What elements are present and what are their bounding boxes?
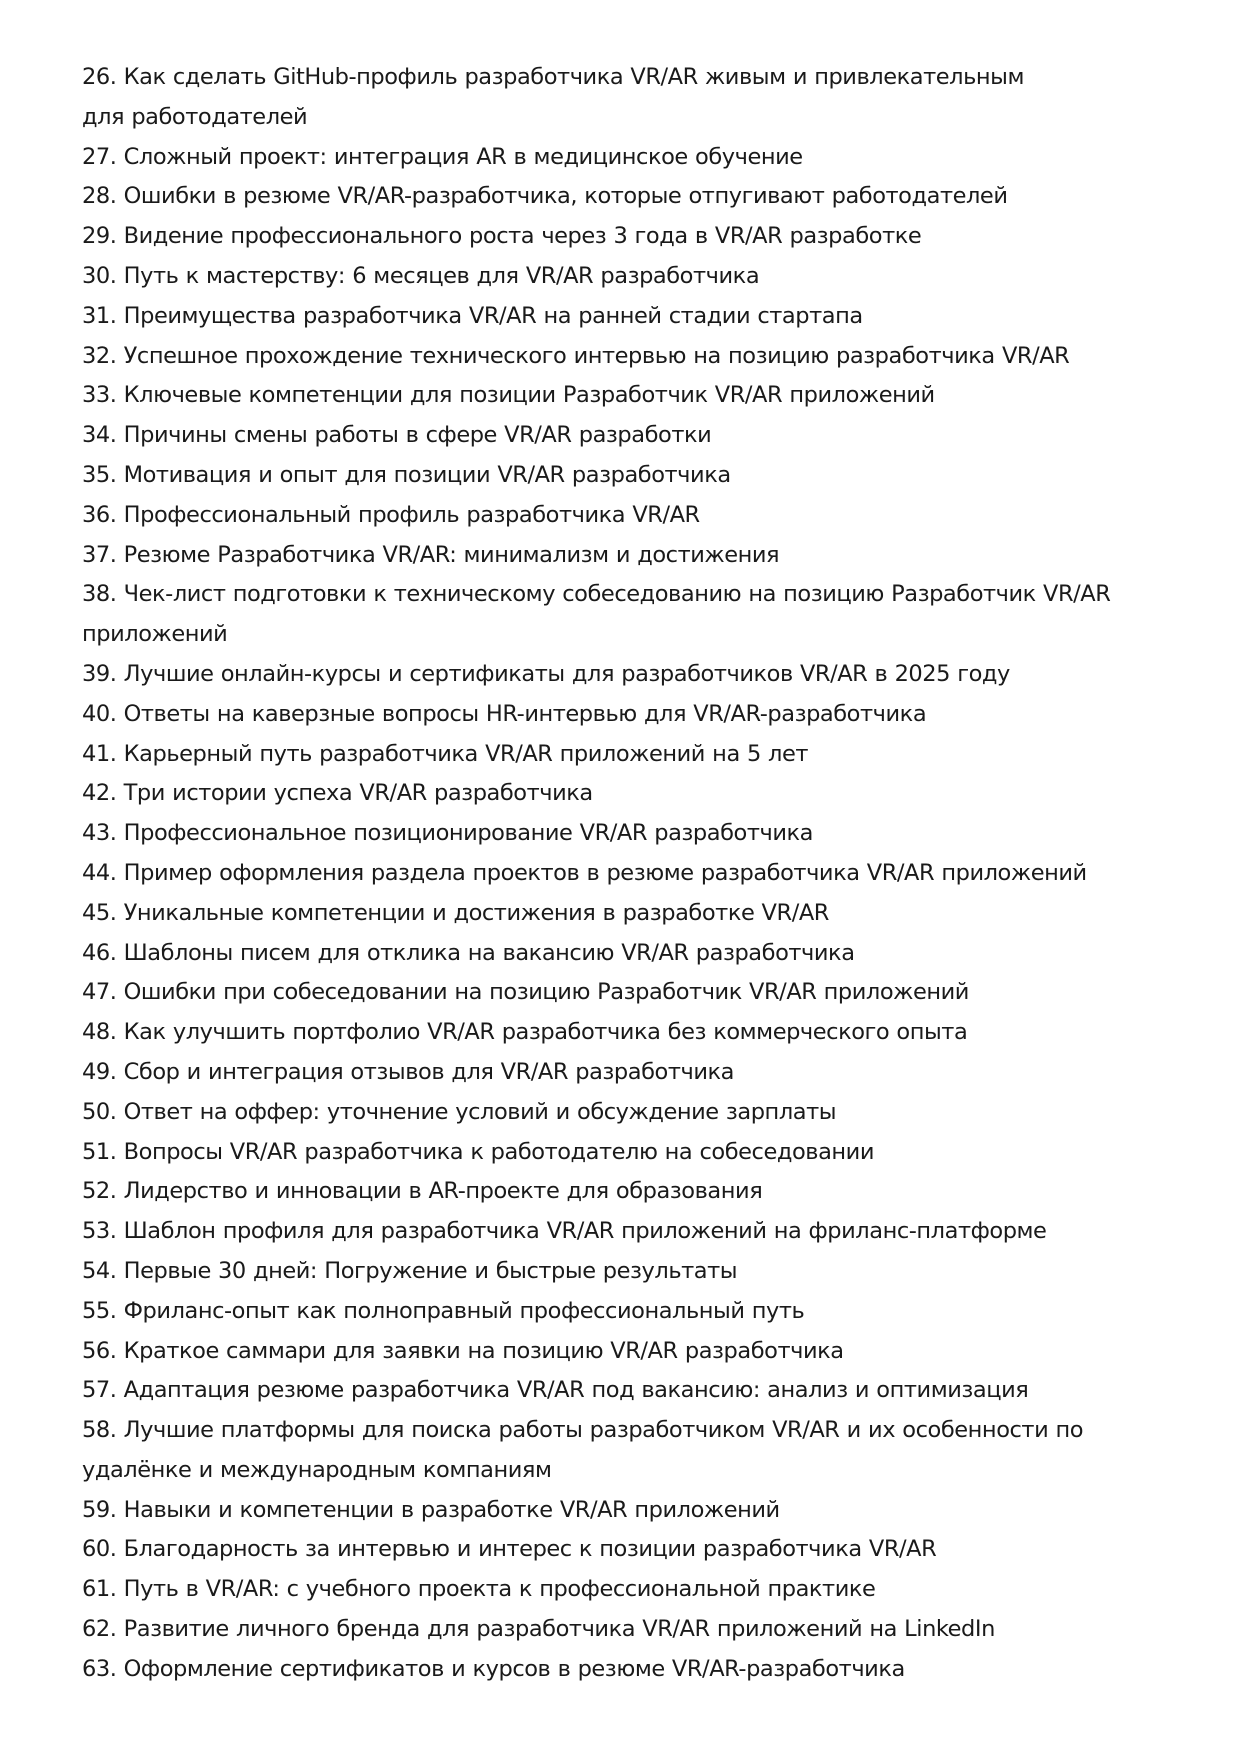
list-item — [82, 1053, 1182, 1093]
item-text: Вопросы VR/AR разработчика к работодателю на собеседовании — [123, 1138, 875, 1165]
item-text: Фриланс-опыт как полноправный профессиональный путь — [123, 1297, 805, 1324]
item-text: Ошибки при собеседовании на позицию Разработчик VR/AR приложений — [123, 979, 969, 1006]
list-item — [82, 1212, 1182, 1252]
list-item — [82, 814, 1182, 854]
list-item — [82, 536, 1182, 576]
item-number: 40. — [82, 700, 117, 727]
item-text: Лучшие платформы для поиска работы разработчиком VR/AR и их особенности по удалёнке и международным компаниям — [82, 1417, 1084, 1483]
item-text: Адаптация резюме разработчика VR/AR под вакансию: анализ и оптимизация — [123, 1377, 1029, 1404]
list-item — [82, 177, 1182, 217]
list-item — [82, 257, 1182, 297]
item-text: Чек-лист подготовки к техническому собеседованию на позицию Разработчик VR/AR приложений — [82, 581, 1111, 648]
list-item — [82, 1332, 1182, 1372]
item-number: 50. — [82, 1098, 117, 1125]
item-text: Благодарность за интервью и интерес к позиции разработчика VR/AR — [123, 1536, 937, 1563]
item-text: Ответы на каверзные вопросы HR-интервью для VR/AR-разработчика — [123, 700, 927, 727]
item-number: 27. — [82, 143, 117, 170]
item-number: 49. — [82, 1058, 117, 1085]
item-number: 57. — [82, 1377, 117, 1404]
item-number: 35. — [82, 461, 117, 488]
list-item — [82, 376, 1182, 416]
item-text: Первые 30 дней: Погружение и быстрые результаты — [123, 1257, 738, 1284]
item-number: 31. — [82, 302, 117, 329]
item-number: 30. — [82, 262, 117, 289]
item-number: 48. — [82, 1019, 117, 1046]
item-text: Карьерный путь разработчика VR/AR приложений на 5 лет — [123, 740, 809, 767]
item-text: Оформление сертификатов и курсов в резюме VR/AR-разработчика — [123, 1655, 905, 1682]
list-item — [82, 1013, 1182, 1053]
item-number: 26. — [82, 64, 117, 90]
item-number: 42. — [82, 780, 117, 807]
item-text: Уникальные компетенции и достижения в разработке VR/AR — [123, 899, 829, 926]
list-item — [82, 337, 1182, 377]
item-number: 41. — [82, 740, 117, 767]
item-text: Резюме Разработчика VR/AR: минимализм и достижения — [123, 541, 780, 568]
item-text: Шаблоны писем для отклика на вакансию VR/AR разработчика — [123, 939, 855, 966]
list-item — [82, 695, 1182, 735]
item-number: 47. — [82, 979, 117, 1006]
list-item — [82, 894, 1182, 934]
item-text: Профессиональное позиционирование VR/AR разработчика — [123, 820, 813, 847]
item-number: 51. — [82, 1138, 117, 1165]
list-item — [82, 1093, 1182, 1133]
item-text: Путь в VR/AR: с учебного проекта к профессиональной практике — [123, 1576, 876, 1603]
list-item — [82, 456, 1182, 496]
item-number: 34. — [82, 422, 117, 449]
item-text: Шаблон профиля для разработчика VR/AR приложений на фриланс-платформе — [123, 1218, 1047, 1245]
item-text: Профессиональный профиль разработчика VR/AR — [123, 501, 700, 528]
item-number: 55. — [82, 1297, 117, 1324]
list-item — [82, 138, 1182, 178]
document-list — [82, 58, 1182, 1690]
list-item — [82, 496, 1182, 536]
list-item — [82, 1371, 1182, 1411]
list-item — [82, 774, 1182, 814]
item-text: Причины смены работы в сфере VR/AR разработки — [123, 422, 712, 449]
item-number: 52. — [82, 1178, 117, 1205]
item-text: Ответ на оффер: уточнение условий и обсуждение зарплаты — [123, 1098, 837, 1125]
item-text: Пример оформления раздела проектов в резюме разработчика VR/AR приложений — [123, 859, 1087, 886]
item-text: Развитие личного бренда для разработчика VR/AR приложений на LinkedIn — [123, 1616, 995, 1643]
item-number: 38. — [82, 581, 117, 608]
item-number: 60. — [82, 1536, 117, 1563]
item-text: Навыки и компетенции в разработке VR/AR приложений — [123, 1496, 780, 1523]
list-item — [82, 735, 1182, 775]
item-number: 28. — [82, 183, 117, 210]
item-number: 53. — [82, 1218, 117, 1245]
item-text: Преимущества разработчика VR/AR на ранней стадии стартапа — [123, 302, 863, 329]
list-item — [82, 1610, 1182, 1650]
item-text: Сбор и интеграция отзывов для VR/AR разработчика — [123, 1058, 734, 1085]
item-text: Как сделать GitHub-профиль разработчика VR/AR живым и привлекательным для работодателей — [82, 64, 1024, 130]
item-number: 33. — [82, 382, 117, 409]
item-text: Ошибки в резюме VR/AR-разработчика, которые отпугивают работодателей — [123, 183, 1008, 210]
list-item — [82, 416, 1182, 456]
list-item — [82, 575, 1122, 655]
item-number: 63. — [82, 1655, 117, 1682]
item-number: 62. — [82, 1616, 117, 1643]
list-item — [82, 934, 1182, 974]
item-number: 58. — [82, 1417, 117, 1444]
item-number: 36. — [82, 501, 117, 528]
item-number: 37. — [82, 541, 117, 568]
item-text: Три истории успеха VR/AR разработчика — [123, 780, 593, 807]
item-number: 45. — [82, 899, 117, 926]
item-number: 54. — [82, 1257, 117, 1284]
list-item — [82, 973, 1182, 1013]
item-number: 43. — [82, 820, 117, 847]
list-item — [82, 1133, 1182, 1173]
item-text: Ключевые компетенции для позиции Разработчик VR/AR приложений — [123, 382, 935, 409]
item-text: Видение профессионального роста через 3 года в VR/AR разработке — [123, 223, 922, 250]
list-item — [82, 297, 1182, 337]
list-item — [82, 854, 1182, 894]
list-item — [82, 1292, 1182, 1332]
item-number: 44. — [82, 859, 117, 886]
item-number: 39. — [82, 660, 117, 687]
item-number: 46. — [82, 939, 117, 966]
item-number: 32. — [82, 342, 117, 369]
list-item — [82, 217, 1182, 257]
list-item — [82, 1491, 1182, 1531]
list-item — [82, 1172, 1182, 1212]
item-text: Лучшие онлайн-курсы и сертификаты для разработчиков VR/AR в 2025 году — [123, 660, 1010, 687]
item-text: Успешное прохождение технического интервью на позицию разработчика VR/AR — [123, 342, 1070, 369]
list-item — [82, 1650, 1182, 1690]
item-number: 59. — [82, 1496, 117, 1523]
item-text: Лидерство и инновации в AR-проекте для образования — [123, 1178, 763, 1205]
item-number: 29. — [82, 223, 117, 250]
list-item — [82, 1411, 1112, 1491]
list-item — [82, 1570, 1182, 1610]
item-number: 56. — [82, 1337, 117, 1364]
item-number: 61. — [82, 1576, 117, 1603]
item-text: Как улучшить портфолио VR/AR разработчика без коммерческого опыта — [123, 1019, 968, 1046]
list-item — [82, 1530, 1182, 1570]
list-item — [82, 58, 1072, 138]
item-text: Сложный проект: интеграция AR в медицинское обучение — [123, 143, 803, 170]
item-text: Путь к мастерству: 6 месяцев для VR/AR разработчика — [123, 262, 760, 289]
list-item — [82, 1252, 1182, 1292]
item-text: Мотивация и опыт для позиции VR/AR разработчика — [123, 461, 731, 488]
list-item — [82, 655, 1182, 695]
item-text: Краткое саммари для заявки на позицию VR/AR разработчика — [123, 1337, 844, 1364]
